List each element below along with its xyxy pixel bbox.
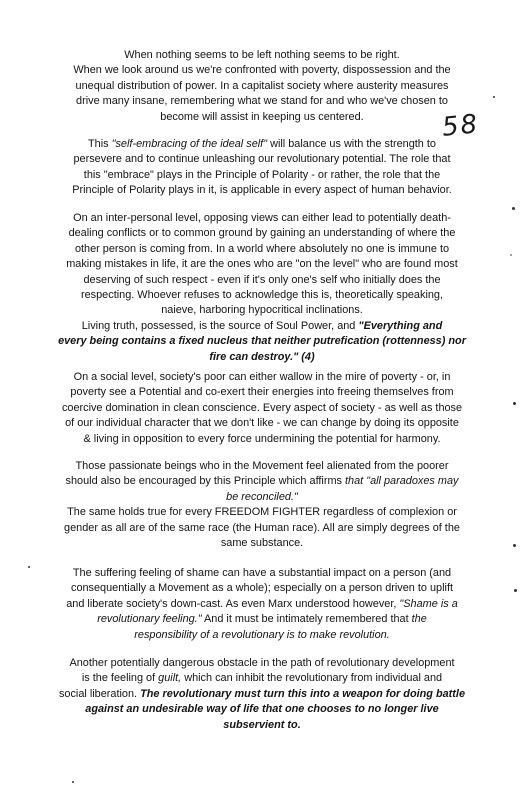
weapon-statement-start: The revolutionary must turn this into a weapon for doing battle — [140, 687, 466, 700]
social-line-4: of our individual character that we don't like - we can change by doing its opposite — [65, 417, 459, 430]
guilt-line-1: Another potentially dangerous obstacle in the path of revolutionary development — [69, 657, 455, 669]
social-line-1: On a social level, society's poor can either wallow in the mire of poverty - or, in — [73, 371, 451, 383]
intro-line-3: unequal distribution of power. In a capitalist society where austerity measures — [75, 79, 449, 92]
nucleus-quote-middle: every being contains a fixed nucleus that neither putrefication (rottenness) nor — [58, 335, 466, 348]
inter-personal-line-1: On an inter-personal level, opposing views can either lead to potentially death- — [73, 212, 451, 224]
inter-personal-line-7: naieve, harboring hypocritical inclinations. — [161, 304, 363, 317]
paragraph-self-embrace — [40, 137, 484, 199]
freedom-fighter-line-1: The same holds true for every FREEDOM FIGHTER regardless of complexion or — [67, 506, 457, 519]
freedom-fighter-line-3: same substance. — [220, 537, 304, 550]
paragraph-inter-personal — [40, 211, 484, 365]
intro-line-4: drive many insane, remembering what we stand for and who we've chosen to — [76, 95, 448, 108]
self-embrace-line-1c: will balance us with the strength to — [267, 138, 436, 150]
marx-quote-start: "Shame is a — [399, 597, 458, 610]
self-embrace-line-4: Principle of Polarity plays in it, is applicable in every aspect of human behavior. — [72, 184, 452, 197]
responsibility-line: responsibility of a revolutionary is to make revolution. — [134, 628, 390, 641]
paradoxes-line-2a: should also be encouraged by this Principle which affirms — [65, 475, 346, 488]
social-line-2: poverty see a Potential and co-exert their energies into freeing themselves from — [70, 386, 454, 399]
living-truth-line: Living truth, possessed, is the source of Soul Power, and — [81, 319, 359, 332]
shame-line-3a: and liberate society's down-cast. As even Marx understood however, — [66, 597, 400, 610]
paragraph-shame — [40, 566, 484, 643]
paragraph-intro — [40, 48, 484, 125]
scan-speck — [512, 207, 515, 210]
self-embrace-line-3: this "embrace" plays in the Principle of Polarity - or rather, the role that the — [83, 168, 441, 181]
paragraph-paradoxes — [40, 459, 484, 551]
scan-speck — [514, 589, 517, 592]
scan-speck — [510, 254, 512, 256]
self-embrace-line-1a: This — [88, 138, 112, 150]
guilt-line-2c: which can inhibit the revolutionary from individual and — [181, 672, 443, 685]
marx-quote-end: revolutionary feeling." — [97, 613, 202, 626]
guilt-line-2a: is the feeling of — [81, 672, 159, 685]
weapon-statement-middle: against an undesirable way of life that one chooses to no longer live — [85, 703, 439, 716]
scan-speck — [72, 781, 74, 783]
intro-line-2: When we look around us we're confronted with poverty, dispossession and the — [73, 64, 451, 77]
inter-personal-line-5: deserving of such respect - even if it's only one's self who initially does the — [83, 273, 441, 286]
shame-line-4b: And it must be intimately remembered that — [201, 613, 412, 626]
self-embrace-quote: "self-embracing of the ideal self" — [111, 138, 268, 150]
scan-speck — [513, 544, 516, 547]
freedom-fighter-line-2: gender as all are of the same race (the Human race). All are simply degrees of the — [64, 521, 460, 534]
social-line-5: & living in opposition to every force undermining the potential for harmony. — [83, 432, 441, 445]
inter-personal-line-6: respecting. Whoever refuses to acknowledge this is, theoretically speaking, — [81, 289, 443, 302]
shame-line-1: The suffering feeling of shame can have a substantial impact on a person (and — [72, 567, 452, 579]
scan-speck — [28, 566, 30, 568]
scan-speck — [513, 402, 516, 405]
self-embrace-line-2: persevere and to continue unleashing our revolutionary potential. The role that — [73, 153, 451, 166]
inter-personal-line-4: making mistakes in life, it are the ones who are "on the level" who are found most — [66, 258, 458, 271]
nucleus-quote-start: "Everything and — [358, 319, 443, 332]
responsibility-start: the — [411, 613, 427, 626]
guilt-word: guilt, — [158, 672, 182, 685]
intro-line-1: When nothing seems to be left nothing seems to be right. — [124, 49, 400, 61]
paradoxes-quote-start: that "all paradoxes may — [345, 475, 459, 488]
handwritten-page-number: 58 — [440, 109, 481, 143]
shame-line-2: consequentially a Movement as a whole); especially on a person driven to uplift — [71, 582, 453, 595]
paragraph-social-level — [40, 370, 484, 447]
inter-personal-line-3: other person is coming from. In a world where absolutely no one is immune to — [74, 242, 450, 255]
scan-speck — [493, 96, 495, 98]
intro-line-5: become will assist in keeping us centered. — [160, 110, 364, 123]
paradoxes-line-1: Those passionate beings who in the Movement feel alienated from the poorer — [75, 460, 449, 472]
weapon-statement-end: subservient to. — [223, 718, 301, 731]
nucleus-quote-end: fire can destroy." (4) — [209, 350, 315, 363]
social-line-3: coercive domination in clean conscience. Every aspect of society - as well as those — [61, 401, 463, 414]
guilt-line-3a: social liberation. — [58, 687, 141, 700]
inter-personal-line-2: dealing conflicts or to common ground by gaining an understanding of where the — [68, 227, 456, 240]
paragraph-guilt — [40, 656, 484, 733]
paradoxes-quote-end: be reconciled." — [226, 490, 298, 503]
